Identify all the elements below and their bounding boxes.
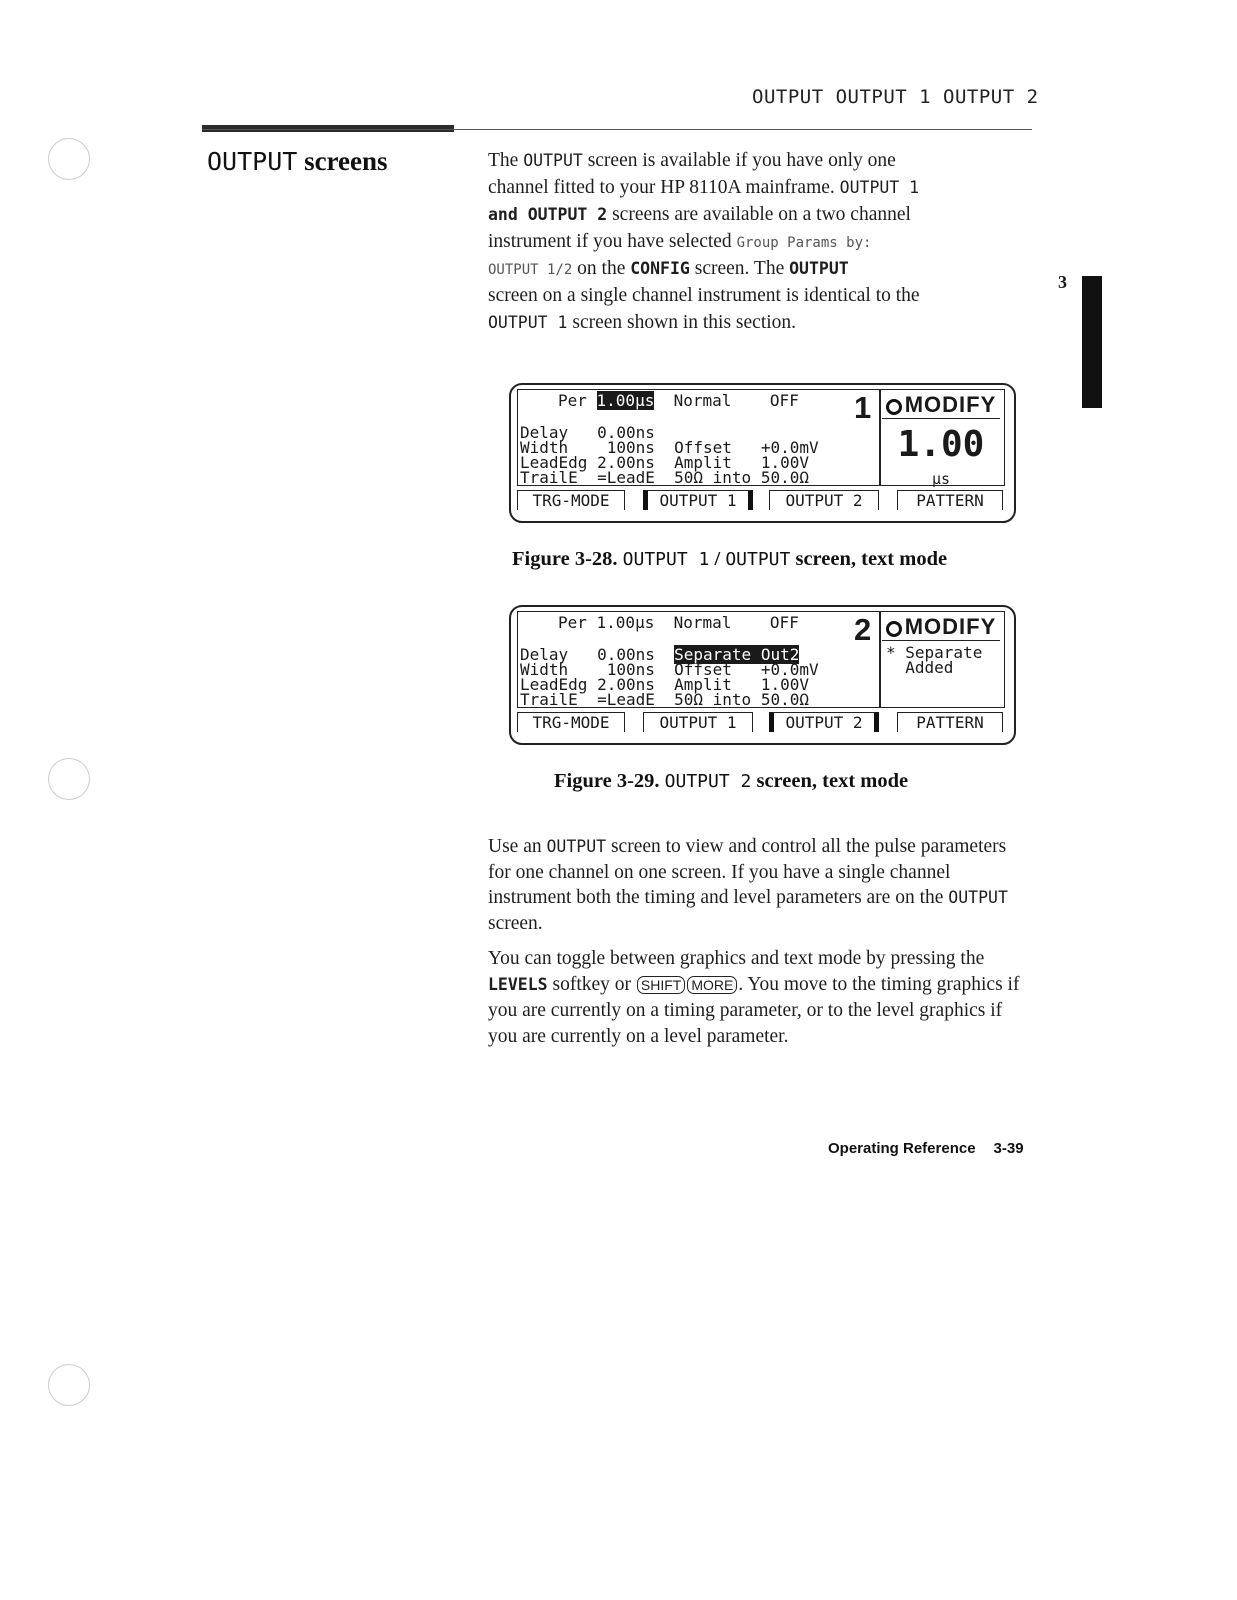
output2-screen-figure bbox=[509, 605, 1016, 745]
softkey-trg-mode: TRG-MODE bbox=[517, 490, 625, 510]
param-row: Width 100ns Offset +0.0mV bbox=[520, 438, 819, 457]
softkey-output-2: OUTPUT 2 bbox=[769, 712, 879, 732]
intro-paragraph bbox=[488, 148, 1033, 337]
modify-unit: µs bbox=[931, 470, 951, 488]
figure-caption-3-28: Figure 3-28. OUTPUT 1 / OUTPUT screen, text mode bbox=[512, 548, 948, 570]
period-row: Per 1.00µs Normal OFF bbox=[558, 391, 799, 410]
usage-paragraph: Use an OUTPUT screen to view and control all the pulse parameters for one channel on one screen. If you have a single channel instrument both the timing and level parameters are on the OUTPUT screen. bbox=[488, 836, 1008, 934]
text-line: The OUTPUT screen is available if you have only one bbox=[488, 150, 896, 171]
channel-number: 2 bbox=[854, 612, 872, 647]
param-row: TrailE =LeadE 50Ω into 50.0Ω bbox=[520, 468, 809, 487]
softkey-output-1: OUTPUT 1 bbox=[643, 712, 753, 732]
softkey-pattern: PATTERN bbox=[897, 490, 1003, 510]
screen-main-panel bbox=[517, 389, 881, 486]
text-line: OUTPUT 1/2 on the CONFIG screen. The OUTPUT bbox=[488, 258, 849, 279]
more-key: MORE bbox=[687, 976, 737, 994]
page-footer bbox=[828, 1140, 1024, 1157]
option-separate: * Separate bbox=[886, 643, 983, 662]
modify-value: 1.00 bbox=[897, 424, 985, 465]
text-line: and OUTPUT 2 screens are available on a two channel bbox=[488, 204, 911, 225]
param-row: TrailE =LeadE 50Ω into 50.0Ω bbox=[520, 690, 809, 709]
separate-out2-highlighted: Separate Out2 bbox=[674, 645, 800, 664]
modify-header: MODIFY bbox=[882, 392, 1000, 419]
softkey-bar bbox=[517, 710, 1003, 732]
section-title-word: screens bbox=[304, 146, 388, 176]
shift-key: SHIFT bbox=[637, 976, 685, 994]
text-line: screen on a single channel instrument is identical to the bbox=[488, 285, 920, 306]
param-row: Delay 0.00ns bbox=[520, 423, 655, 442]
chapter-tab-bar bbox=[1082, 276, 1102, 408]
binder-hole-mark bbox=[48, 758, 90, 800]
softkey-bar bbox=[517, 488, 1003, 510]
figure-caption-3-29: Figure 3-29. OUTPUT 2 screen, text mode bbox=[554, 770, 909, 792]
screen-main-panel bbox=[517, 611, 881, 708]
running-head: OUTPUT OUTPUT 1 OUTPUT 2 bbox=[752, 86, 1039, 108]
modify-panel bbox=[879, 389, 1005, 486]
modify-options bbox=[886, 645, 982, 675]
modify-header: MODIFY bbox=[882, 614, 1000, 641]
softkey-pattern: PATTERN bbox=[897, 712, 1003, 732]
period-row: Per 1.00µs Normal OFF bbox=[558, 613, 799, 632]
param-row: LeadEdg 2.00ns Amplit 1.00V bbox=[520, 453, 809, 472]
toggle-paragraph: You can toggle between graphics and text mode by pressing the LEVELS softkey or SHIFT MORE . You move to the timing graphics if you are currently on a timing parameter, or to the level graphics if you are currently on a level parameter. bbox=[488, 948, 1020, 1047]
softkey-output-1: OUTPUT 1 bbox=[643, 490, 753, 510]
period-value-highlighted: 1.00µs bbox=[596, 391, 655, 410]
binder-hole-mark bbox=[48, 138, 90, 180]
param-row: Width 100ns Offset +0.0mV bbox=[520, 660, 819, 679]
channel-number: 1 bbox=[854, 390, 872, 425]
softkey-output-2: OUTPUT 2 bbox=[769, 490, 879, 510]
binder-hole-mark bbox=[48, 1364, 90, 1406]
param-row: LeadEdg 2.00ns Amplit 1.00V bbox=[520, 675, 809, 694]
section-title bbox=[207, 146, 388, 177]
modify-panel bbox=[879, 611, 1005, 708]
modify-knob-icon bbox=[886, 621, 902, 637]
output1-screen-figure bbox=[509, 383, 1016, 523]
text-line: channel fitted to your HP 8110A mainframe. OUTPUT 1 bbox=[488, 177, 920, 198]
option-added: Added bbox=[886, 658, 954, 677]
text-line: instrument if you have selected Group Params by: bbox=[488, 231, 872, 252]
param-row: Delay 0.00ns Separate Out2 bbox=[520, 645, 800, 664]
chapter-tab-number: 3 bbox=[1058, 272, 1067, 292]
softkey-trg-mode: TRG-MODE bbox=[517, 712, 625, 732]
section-rule-thin bbox=[202, 129, 1032, 130]
page-number: 3-39 bbox=[993, 1140, 1024, 1157]
section-title-keyword: OUTPUT bbox=[207, 147, 298, 176]
modify-knob-icon bbox=[886, 399, 902, 415]
text-line: OUTPUT 1 screen shown in this section. bbox=[488, 312, 797, 333]
footer-section: Operating Reference bbox=[828, 1140, 976, 1157]
